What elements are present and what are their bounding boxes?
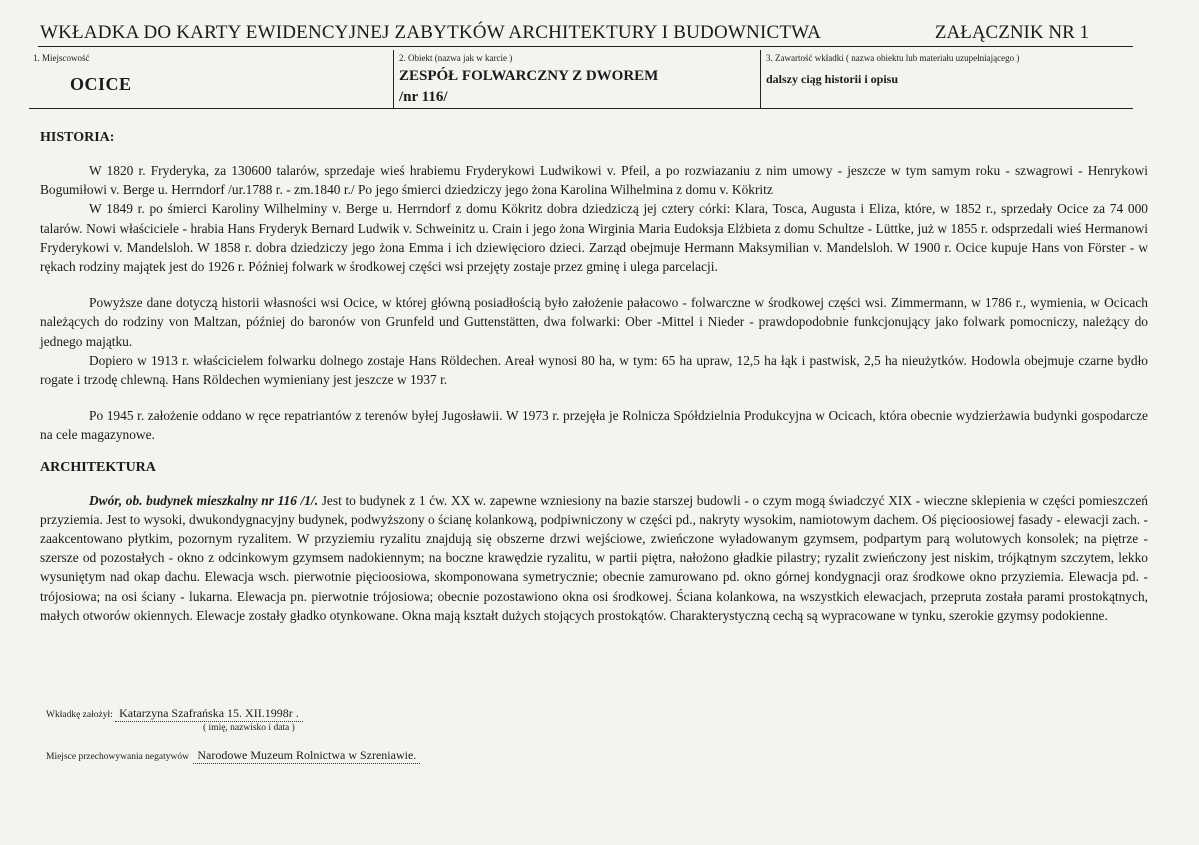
object-label: 2. Obiekt (nazwa jak w karcie ) bbox=[399, 53, 513, 63]
history-paragraph-5: Po 1945 r. założenie oddano w ręce repatriantów z terenów byłej Jugosławii. W 1973 r. przejęła je Rolnicza Spółdzielnia Produkcyjna w Ocicach, która obecnie wydzierżawia budynki gospodarcze na cele magazynowe. bbox=[40, 408, 1148, 443]
form-title: WKŁADKA DO KARTY EWIDENCYJNEJ ZABYTKÓW ARCHITEKTURY I BUDOWNICTWA bbox=[40, 22, 822, 43]
architecture-lead: Dwór, ob. budynek mieszkalny nr 116 /1/. bbox=[89, 492, 319, 508]
annex-number: ZAŁĄCZNIK NR 1 bbox=[934, 22, 1089, 43]
storage-line bbox=[46, 748, 420, 764]
author-value: Katarzyna Szafrańska 15. XII.1998r . bbox=[115, 706, 303, 722]
place-cell bbox=[29, 50, 393, 108]
object-cell bbox=[393, 50, 761, 108]
history-paragraph-2: W 1849 r. po śmierci Karoliny Wilhelminy v. Berge u. Herrndorf z domu Kökritz dobra dziedziczą jej cztery córki: Klara, Tosca, Augusta i Eliza, które, w 1852 r., sprzedały Ocice za 74 000 talarów. Nowi właściciele - hrabia Hans Fryderyk Bernard Ludwik v. Schweinitz u. Crain i jego żona Wirginia Maria Eudoksja Elżbieta z domu Schultze - Lüttke, już w 1855 r. odsprzedali wieś Hermanowi Fryderykowi v. Mandelsloh. W 1858 r. dobra dziedziczy jego żona Emma i ich dziewięcioro dzieci. Zarząd obejmuje Hermann Maksymilian v. Mandelsloh. W 1900 r. Ocice kupuje Hans von Förster - w rękach rodziny majątek jest do 1926 r. Później folwark w środkowej części wsi przejęty zostaje przez gminę i ulega parcelacji. bbox=[40, 201, 1148, 275]
storage-value: Narodowe Muzeum Rolnictwa w Szreniawie. bbox=[193, 748, 420, 764]
author-label: Wkładkę założył: bbox=[46, 710, 113, 720]
history-paragraph-3: Powyższe dane dotyczą historii własności wsi Ocice, w której główną posiadłością było założenie pałacowo - folwarczne w środkowej części wsi. Zimmermann, w 1786 r., wymienia, w Ocicach należących do rodziny von Maltzan, później do baronów von Grunfeld und Guttenstätten, dwa folwarki: Ober -Mittel i Nieder - prawdopodobnie funkcjonujący jako folwark pomocniczy, należący do jednego majątku. bbox=[40, 295, 1148, 349]
author-hint: ( imię, nazwisko i data ) bbox=[203, 723, 295, 733]
place-value: OCICE bbox=[70, 74, 132, 94]
architecture-paragraph bbox=[40, 491, 1148, 625]
form-title-row bbox=[38, 20, 1133, 47]
place-label: 1. Miejscowość bbox=[33, 53, 90, 63]
history-paragraph-1: W 1820 r. Fryderyka, za 130600 talarów, sprzedaje wieś hrabiemu Fryderykowi Ludwikowi v. Pfeil, a po rozwiazaniu z nim umowy - jeszcze w tym samym roku - szwagrowi - Henrykowi Bogumiłowi v. Berge u. Herrndorf /ur.1788 r. - zm.1840 r./ Po jego śmierci dziedziczy jego żona Karolina Wilhelmina z domu v. Kökritz bbox=[40, 163, 1148, 198]
content-cell bbox=[760, 50, 1134, 108]
object-value: ZESPÓŁ FOLWARCZNY Z DWOREM /nr 116/ bbox=[399, 68, 659, 105]
history-paragraph-4: Dopiero w 1913 r. właścicielem folwarku dolnego zostaje Hans Röldechen. Areał wynosi 80 ha, w tym: 65 ha upraw, 12,5 ha łąk i pastwisk, 2,5 ha nieużytków. Hodowla obejmuje czarne bydło rogate i trzodę chlewną. Hans Röldechen wymieniany jest jeszcze w 1937 r. bbox=[40, 352, 1148, 388]
history-heading: HISTORIA: bbox=[40, 130, 115, 145]
document-body bbox=[40, 128, 1148, 625]
content-value: dalszy ciąg historii i opisu bbox=[766, 72, 899, 86]
header-fields-table bbox=[29, 50, 1133, 109]
storage-label: Miejsce przechowywania negatywów bbox=[46, 752, 189, 762]
architecture-heading: ARCHITEKTURA bbox=[40, 459, 156, 475]
architecture-body: Jest to budynek z 1 ćw. XX w. zapewne wzniesiony na bazie starszej budowli - o czym mogą świadczyć XIX - wieczne sklepienia w części pomieszczeń przyziemia. Jest to wysoki, dwukondygnacyjny budynek, podwyższony o ścianę kolankową, podpiwniczony w części pd., nakryty wysokim, namiotowym dachem. Oś pięcioosiowej fasady - elewacji zach. - zaakcentowano płytkim, pozornym ryzalitem. W przyziemiu ryzalitu znajdują się obszerne drzwi wejściowe, zwieńczone wyładowanym gzymsem, podpartym parą wolutowych konsolek; na piętrze - szersze od pozostałych - okno z odcinkowym gzymsem nadokiennym; na boczne krawędzie ryzalitu, w partii piętra, nałożono gładkie pilastry; ryzalit zwieńczony jest niskim, trójkątnym szczytem, lekko wysuniętym nad okap dachu. Elewacja wsch. pierwotnie pięcioosiowa, skomponowana symetrycznie; obecnie zamurowano pd. okno górnej kondygnacji oraz środkowe okno przyziemia. Elewacja pd. - trójosiowa; na osi ściany - lukarna. Elewacja pn. pierwotnie trójosiowa; obecnie pozostawiono okna osi środkowej. Ściana kolankowa, na wszystkich elewacjach, przepruta została parami prostokątnych, małych otworów okiennych. Elewacje zostały gładko otynkowane. Okna mają kształt dużych stojących prostokątów. Charakterystyczną cechą są wypracowane w tynku, szerokie gzymsy podokienne. bbox=[40, 492, 1148, 623]
author-line bbox=[46, 706, 303, 733]
content-label: 3. Zawartość wkładki ( nazwa obiektu lub materiału uzupełniającego ) bbox=[766, 53, 1020, 63]
